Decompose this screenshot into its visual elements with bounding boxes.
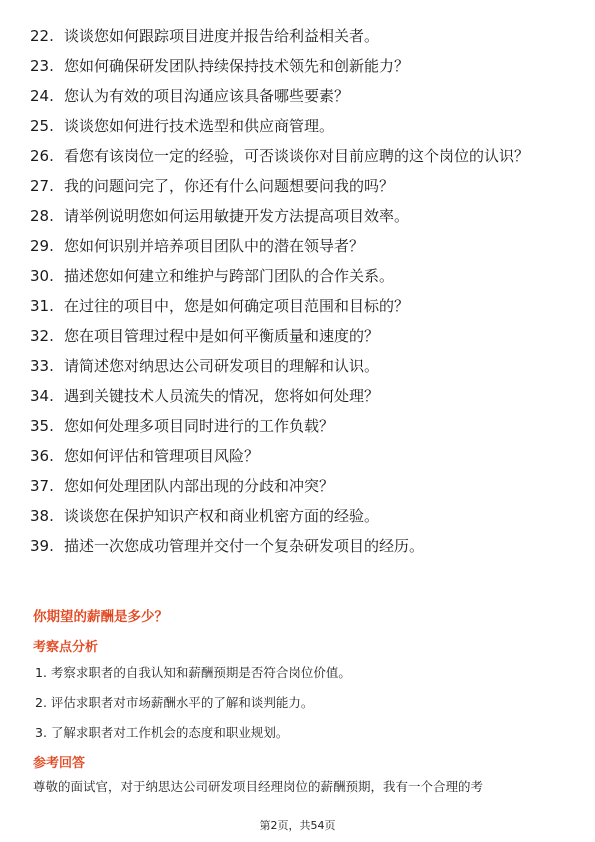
list-item — [30, 266, 565, 287]
question-text: 遇到关键技术人员流失的情况，您将如何处理？ — [64, 387, 380, 405]
question-text: 您如何处理多项目同时进行的工作负载？ — [64, 417, 335, 435]
question-text: 您如何识别并培养项目团队中的潜在领导者？ — [64, 237, 365, 255]
question-number: 26. — [30, 147, 54, 165]
analysis-point: 2. 评估求职者对市场薪酬水平的了解和谈判能力。 — [35, 695, 314, 710]
question-number: 23. — [30, 57, 54, 75]
list-item — [30, 356, 565, 377]
list-item — [30, 296, 565, 317]
page-footer: 第2页，共54页 — [259, 819, 336, 832]
question-number: 22. — [30, 27, 54, 45]
question-text: 请举例说明您如何运用敏捷开发方法提高项目效率。 — [64, 207, 410, 225]
section-title: 你期望的薪酬是多少？ — [33, 609, 168, 625]
question-number: 33. — [30, 357, 54, 375]
list-item — [30, 446, 565, 467]
question-text: 谈谈您在保护知识产权和商业机密方面的经验。 — [64, 507, 380, 525]
answer-heading: 参考回答 — [33, 756, 86, 771]
question-number: 25. — [30, 117, 54, 135]
list-item — [30, 416, 565, 437]
list-item — [30, 86, 565, 107]
list-item — [30, 326, 565, 347]
question-text: 您在项目管理过程中是如何平衡质量和速度的？ — [64, 327, 380, 345]
question-text: 您认为有效的项目沟通应该具备哪些要素？ — [64, 87, 350, 105]
list-item — [30, 26, 565, 47]
question-text: 请简述您对纳思达公司研发项目的理解和认识。 — [64, 357, 380, 375]
question-text: 谈谈您如何跟踪项目进度并报告给利益相关者。 — [64, 27, 380, 45]
question-text: 您如何评估和管理项目风险？ — [64, 447, 260, 465]
analysis-point: 1. 考察求职者的自我认知和薪酬预期是否符合岗位价值。 — [35, 665, 351, 680]
analysis-heading: 考察点分析 — [33, 640, 99, 655]
list-item — [30, 56, 565, 77]
question-text: 您如何处理团队内部出现的分歧和冲突？ — [64, 477, 335, 495]
question-number: 32. — [30, 327, 54, 345]
list-item — [30, 536, 565, 557]
question-number: 28. — [30, 207, 54, 225]
question-text: 在过往的项目中，您是如何确定项目范围和目标的？ — [64, 297, 410, 315]
list-item — [30, 236, 565, 257]
question-number: 30. — [30, 267, 54, 285]
question-number: 37. — [30, 477, 54, 495]
question-text: 看您有该岗位一定的经验，可否谈谈你对目前应聘的这个岗位的认识？ — [64, 147, 530, 165]
question-number: 24. — [30, 87, 54, 105]
question-text: 我的问题问完了，你还有什么问题想要问我的吗？ — [64, 177, 395, 195]
question-text: 描述一次您成功管理并交付一个复杂研发项目的经历。 — [64, 537, 425, 555]
question-number: 27. — [30, 177, 54, 195]
question-text: 谈谈您如何进行技术选型和供应商管理。 — [64, 117, 335, 135]
analysis-point-list — [35, 664, 555, 754]
question-number: 29. — [30, 237, 54, 255]
list-item — [30, 476, 565, 497]
list-item — [30, 206, 565, 227]
list-item — [30, 506, 565, 527]
question-number: 34. — [30, 387, 54, 405]
question-number: 36. — [30, 447, 54, 465]
question-number: 35. — [30, 417, 54, 435]
analysis-point: 3. 了解求职者对工作机会的态度和职业规划。 — [35, 725, 289, 740]
list-item — [30, 386, 565, 407]
question-list — [30, 26, 565, 566]
question-text: 描述您如何建立和维护与跨部门团队的合作关系。 — [64, 267, 395, 285]
list-item — [30, 176, 565, 197]
question-number: 38. — [30, 507, 54, 525]
list-item — [30, 146, 565, 167]
question-number: 31. — [30, 297, 54, 315]
list-item — [30, 116, 565, 137]
answer-paragraph: 尊敬的面试官，对于纳思达公司研发项目经理岗位的薪酬预期，我有一个合理的考 — [33, 779, 484, 794]
question-text: 您如何确保研发团队持续保持技术领先和创新能力？ — [64, 57, 410, 75]
question-number: 39. — [30, 537, 54, 555]
